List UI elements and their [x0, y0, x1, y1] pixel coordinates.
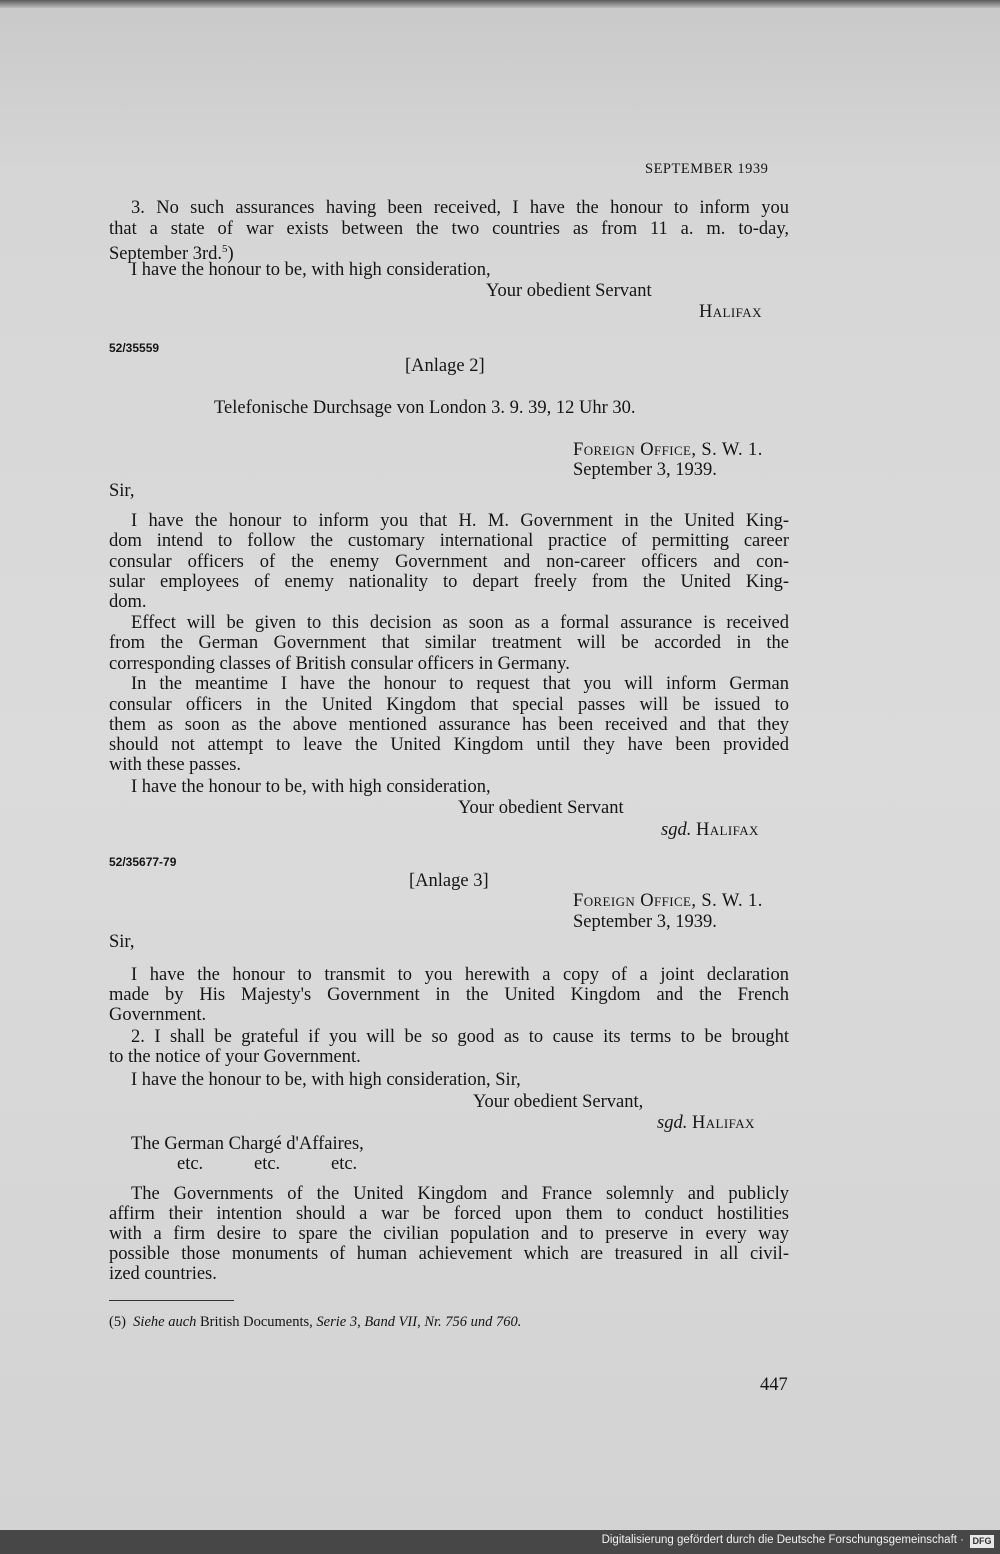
- servant-line: Your obedient Servant: [486, 281, 652, 301]
- closing-line: I have the honour to be, with high consideration, Sir,: [131, 1070, 521, 1090]
- text-line: 3. No such assurances having been received, I have the honour to inform you: [131, 198, 789, 218]
- text-line: September 3rd.$^5$): [109, 243, 234, 265]
- annex-label: [Anlage 2]: [405, 356, 485, 376]
- text-line: them as soon as the above mentioned assurance has been received and that they: [109, 715, 789, 735]
- text-line: Government.: [109, 1005, 207, 1025]
- text-line: consular officers of the enemy Government and non-career officers and con-: [109, 552, 789, 572]
- document-number: 52/35677-79: [109, 855, 177, 869]
- text-line: with these passes.: [109, 755, 242, 775]
- letter-date: September 3, 1939.: [573, 912, 717, 932]
- salutation: Sir,: [109, 932, 135, 952]
- text-line: dom.: [109, 592, 147, 612]
- text-line: In the meantime I have the honour to request that you will inform German: [131, 674, 789, 694]
- sender-office: Foreign Office, S. W. 1.: [573, 891, 763, 911]
- text-line: dom intend to follow the customary international practice of permitting career: [109, 531, 789, 551]
- document-number: 52/35559: [109, 341, 160, 355]
- text-line: The Governments of the United Kingdom and France solemnly and publicly: [131, 1184, 789, 1204]
- text-line: to the notice of your Government.: [109, 1047, 361, 1067]
- etc-text: etc.: [331, 1154, 358, 1174]
- signature: sgd. Halifax: [661, 820, 759, 840]
- servant-line: Your obedient Servant,: [473, 1092, 644, 1112]
- servant-line: Your obedient Servant: [458, 798, 624, 818]
- footnote: (5) Siehe auch British Documents, Serie 3, Band VII, Nr. 756 und 760.: [109, 1314, 522, 1330]
- footnote-ref[interactable]: 5: [222, 243, 228, 255]
- page-number: 447: [760, 1375, 788, 1395]
- running-head: SEPTEMBER 1939: [645, 161, 769, 177]
- etc-text: etc.: [177, 1154, 204, 1174]
- footnote-rule: [109, 1300, 234, 1301]
- annex-label: [Anlage 3]: [409, 871, 489, 891]
- text-line: should not attempt to leave the United Kingdom until they have been provided: [109, 735, 789, 755]
- addressee: The German Chargé d'Affaires,: [131, 1134, 364, 1154]
- text-line: Effect will be given to this decision as soon as a formal assurance is received: [131, 613, 789, 633]
- text-line: I have the honour to transmit to you herewith a copy of a joint declaration: [131, 965, 789, 985]
- text-line: sular employees of enemy nationality to depart freely from the United King-: [109, 572, 789, 592]
- text-line: from the German Government that similar treatment will be accorded in the: [109, 633, 789, 653]
- signature: Halifax: [699, 302, 762, 322]
- salutation: Sir,: [109, 481, 135, 501]
- text-line: consular officers in the United Kingdom that special passes will be issued to: [109, 695, 789, 715]
- text-line: possible those monuments of human achievement which are treasured in all civil-: [109, 1244, 789, 1264]
- dfg-logo: DFG: [970, 1535, 994, 1548]
- text-line: that a state of war exists between the two countries as from 11 a. m. to-day,: [109, 219, 789, 239]
- footer-bar: [0, 1530, 1000, 1554]
- text-line: made by His Majesty's Government in the United Kingdom and the French: [109, 985, 789, 1005]
- closing-line: I have the honour to be, with high consideration,: [131, 260, 491, 280]
- signature: sgd. Halifax: [657, 1113, 755, 1133]
- funding-credit: Digitalisierung gefördert durch die Deutsche Forschungsgemeinschaft ·: [601, 1534, 964, 1546]
- document-title: Telefonische Durchsage von London 3. 9. 39, 12 Uhr 30.: [214, 398, 636, 418]
- text-line: 2. I shall be grateful if you will be so good as to cause its terms to be brought: [131, 1027, 789, 1047]
- text-line: I have the honour to inform you that H. M. Government in the United King-: [131, 511, 789, 531]
- etc-text: etc.: [254, 1154, 281, 1174]
- text-line: with a firm desire to spare the civilian population and to preserve in every way: [109, 1224, 789, 1244]
- text-line: corresponding classes of British consular officers in Germany.: [109, 654, 570, 674]
- letter-date: September 3, 1939.: [573, 460, 717, 480]
- closing-line: I have the honour to be, with high consideration,: [131, 777, 491, 797]
- text-line: ized countries.: [109, 1264, 217, 1284]
- sender-office: Foreign Office, S. W. 1.: [573, 440, 763, 460]
- page-top-edge: [0, 0, 1000, 8]
- text-line: affirm their intention should a war be forced upon them to conduct hostilities: [109, 1204, 789, 1224]
